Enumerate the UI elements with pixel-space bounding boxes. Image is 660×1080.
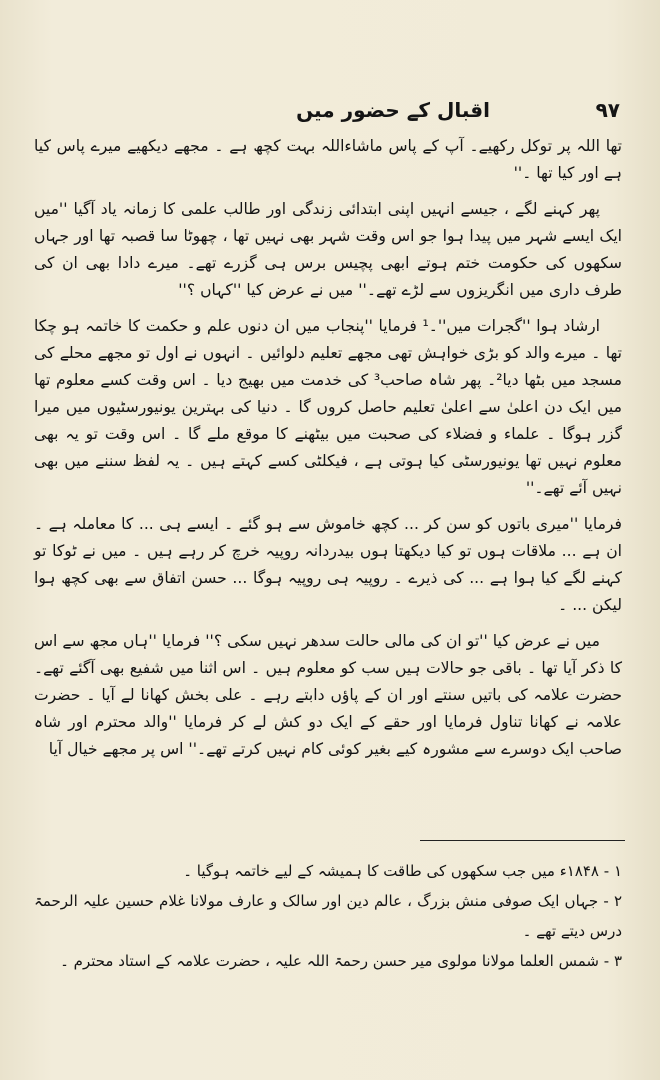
- paragraph: پھر کہنے لگے ، جیسے انہیں اپنی ابتدائی زندگی اور طالب علمی کا زمانہ یاد آگیا ''میں ایک ایسے شہر میں پیدا ہوا جو اس وقت شہر بھی نہیں تھا ، چھوٹا سا قصبہ تھا اور جہاں سکھوں کی حکومت ختم ہوتے ابھی پچیس برس ہی گزرے تھے۔ میرے دادا بھی ان کی طرف داری میں انگریزوں سے لڑے تھے۔'' میں نے عرض کیا ''کہاں ؟'': [34, 200, 622, 299]
- paragraph: میں نے عرض کیا ''تو ان کی مالی حالت سدھر نہیں سکی ؟'' فرمایا ''ہاں مجھ سے اس کا ذکر آیا تھا ۔ باقی جو حالات ہیں سب کو معلوم ہیں ۔ اس اثنا میں شفیع بھی آگئے تھے۔ حضرت علامہ کی باتیں سنتے اور ان کے پاؤں دابتے رہے ۔ علی بخش کھانا لے آیا ۔ حضرت علامہ نے کھانا تناول فرمایا اور حقے کے ایک دو کش لے کر فرمایا ''والد محترم اور شاہ صاحب ایک دوسرے سے مشورہ کیے بغیر کوئی کام نہیں کرتے تھے۔'' اس پر مجھے خیال آیا: [34, 632, 622, 758]
- footnote: ۱ - ۱۸۴۸ء میں جب سکھوں کی طاقت کا ہمیشہ کے لیے خاتمہ ہوگیا ۔: [183, 862, 622, 880]
- footnote: ۳ - شمس العلما مولانا مولوی میر حسن رحمۃ اللہ علیہ ، حضرت علامہ کے استاد محترم ۔: [60, 952, 622, 970]
- footnote-divider: [420, 840, 625, 841]
- body-text: [34, 133, 622, 763]
- paragraph: تھا اللہ پر توکل رکھیے۔ آپ کے پاس ماشاءاللہ بہت کچھ ہے ۔ مجھے دیکھیے میرے پاس کیا ہے اور کیا تھا ۔'': [34, 137, 622, 182]
- page-header: [60, 98, 620, 128]
- footnotes: [34, 856, 622, 976]
- page-number: ۹۷: [595, 98, 620, 122]
- running-title: اقبال کے حضور میں: [296, 98, 490, 122]
- paragraph: ارشاد ہوا ''گجرات میں''۔¹ فرمایا ''پنجاب میں ان دنوں علم و حکمت کا خاتمہ ہو چکا تھا ۔ میرے والد کو بڑی خواہش تھی مجھے تعلیم دلوائیں ۔ انہوں نے اول تو مجھے محلے کی مسجد میں بٹھا دیا²۔ پھر شاہ صاحب³ کی خدمت میں بھیج دیا ۔ اس وقت کسے معلوم تھا میں ایک دن اعلیٰ سے اعلیٰ تعلیم حاصل کروں گا ۔ دنیا کی بہترین یونیورسٹیوں میں میرا گزر ہوگا ۔ علماء و فضلاء کی صحبت میں بیٹھنے کا موقع ملے گا ۔ اس وقت تو یہ بھی معلوم نہیں تھا یونیورسٹی کیا ہوتی ہے ، فیکلٹی کسے کہتے ہیں ۔ یہ لفظ سننے میں بھی نہیں آئے تھے۔'': [34, 317, 622, 497]
- footnote: ۲ - جہاں ایک صوفی منش بزرگ ، عالم دین اور سالک و عارف مولانا غلام حسین علیہ الرحمۃ درس دیتے تھے ۔: [34, 892, 622, 940]
- paragraph: فرمایا ''میری باتوں کو سن کر ... کچھ خاموش سے ہو گئے ۔ ایسے ہی ... کا معاملہ ہے ۔ ان ہے ... ملاقات ہوں تو کیا دیکھتا ہوں بیدردانہ روپیہ خرچ کر رہے ہیں ۔ میں نے ٹوکا تو کہنے لگے کیا ہوا ہے ... کی ذیرے ۔ روپیہ ہی روپیہ ہوگا ... حسن اتفاق سے بھی کچھ ہوا لیکن ... ۔: [34, 515, 622, 614]
